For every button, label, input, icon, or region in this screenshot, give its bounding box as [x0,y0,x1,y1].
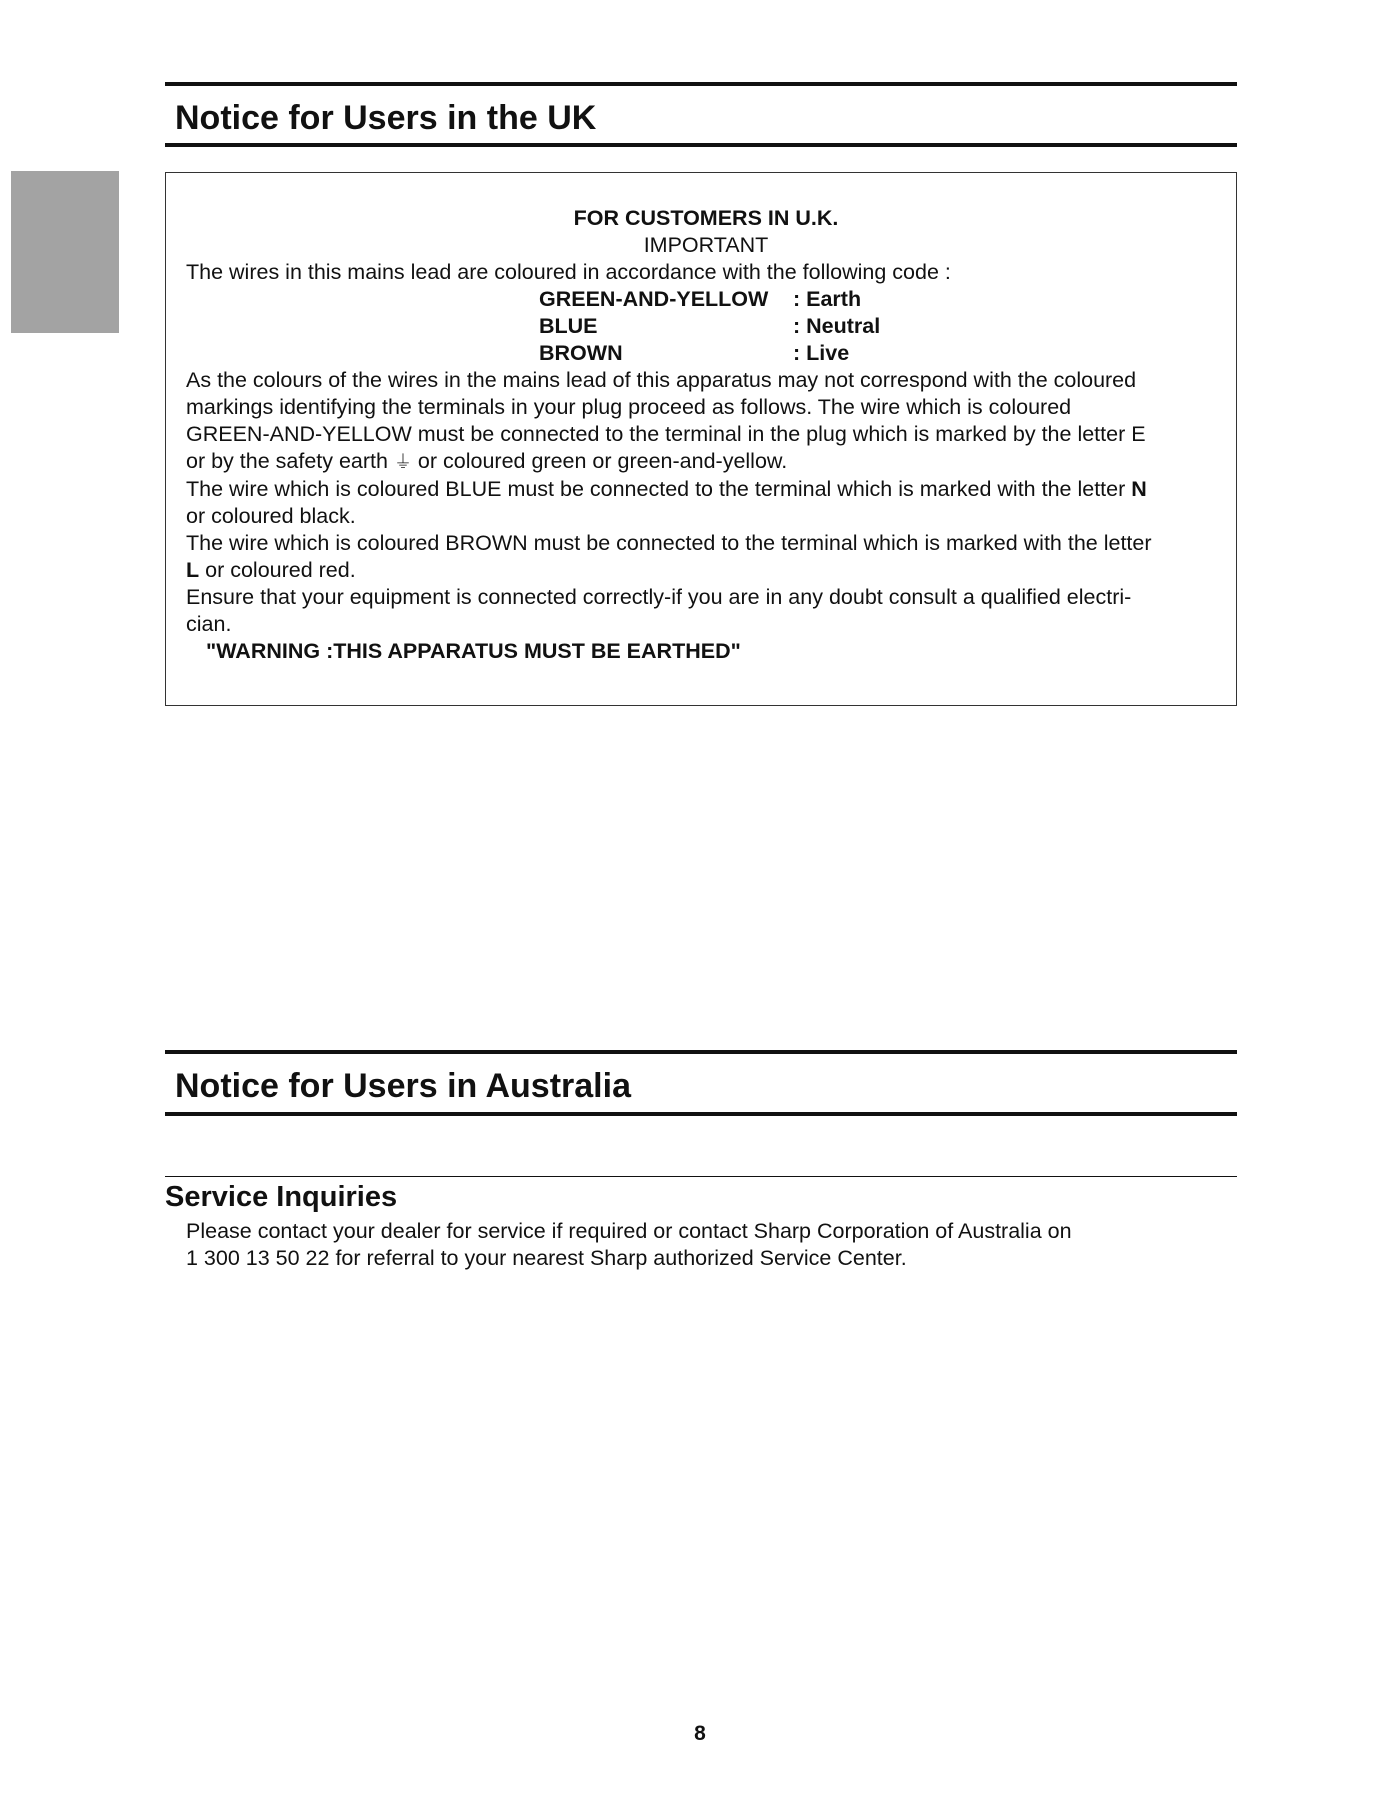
service-line: 1 300 13 50 22 for referral to your nearest Sharp authorized Service Center. [186,1246,907,1270]
para1-last-line [186,448,1226,476]
para2-line [186,476,1226,503]
safety-earth-icon: ⏚ [393,452,412,472]
code-row-earth [186,286,1226,313]
uk-section-title: Notice for Users in the UK [175,99,597,137]
code-row-live [186,340,1226,367]
australia-section-header [165,1050,1237,1116]
para2-post: or coloured black. [186,504,356,528]
earthing-warning: "WARNING :THIS APPARATUS MUST BE EARTHED" [206,639,741,663]
para1-line: markings identifying the terminals in your plug proceed as follows. The wire which is coloured [186,395,1072,419]
code-colour: GREEN-AND-YELLOW [539,287,769,311]
uk-notice-content [186,205,1226,665]
para1-last-post: or coloured green or green-and-yellow. [411,449,788,473]
service-divider [165,1176,1237,1177]
code-meaning: : Neutral [793,314,881,338]
para2-letter: N [1131,477,1147,501]
para3-letter: L [186,558,200,582]
para1-line: GREEN-AND-YELLOW must be connected to the terminal in the plug which is marked by the letter E [186,422,1146,446]
service-inquiries-title: Service Inquiries [165,1181,398,1213]
para4-line: Ensure that your equipment is connected correctly-if you are in any doubt consult a qualified electri- [186,585,1132,609]
para2-pre: The wire which is coloured BLUE must be connected to the terminal which is marked with the letter [186,477,1132,501]
para1-line: As the colours of the wires in the mains lead of this apparatus may not correspond with the coloured [186,368,1137,392]
box-subheading: IMPORTANT [643,233,769,257]
para1-last-pre: or by the safety earth [186,449,394,473]
box-heading: FOR CUSTOMERS IN U.K. [573,206,839,230]
intro-text: The wires in this mains lead are coloured in accordance with the following code : [186,260,951,284]
code-meaning: : Earth [793,287,862,311]
uk-section-header [165,82,1237,147]
uk-notice-box [165,172,1237,706]
code-colour: BROWN [539,341,623,365]
code-row-neutral [186,313,1226,340]
page-number: 8 [694,1722,706,1745]
code-meaning: : Live [793,341,850,365]
para3-last-line [186,557,1226,584]
para4-line: cian. [186,612,232,636]
code-colour: BLUE [539,314,598,338]
service-line: Please contact your dealer for service if required or contact Sharp Corporation of Australia on [186,1219,1072,1243]
para3-line: The wire which is coloured BROWN must be connected to the terminal which is marked with the letter [186,531,1152,555]
australia-section-title: Notice for Users in Australia [175,1067,631,1105]
side-tab-marker [11,171,119,333]
para3-post: or coloured red. [199,558,356,582]
service-inquiries-body [186,1218,1072,1272]
